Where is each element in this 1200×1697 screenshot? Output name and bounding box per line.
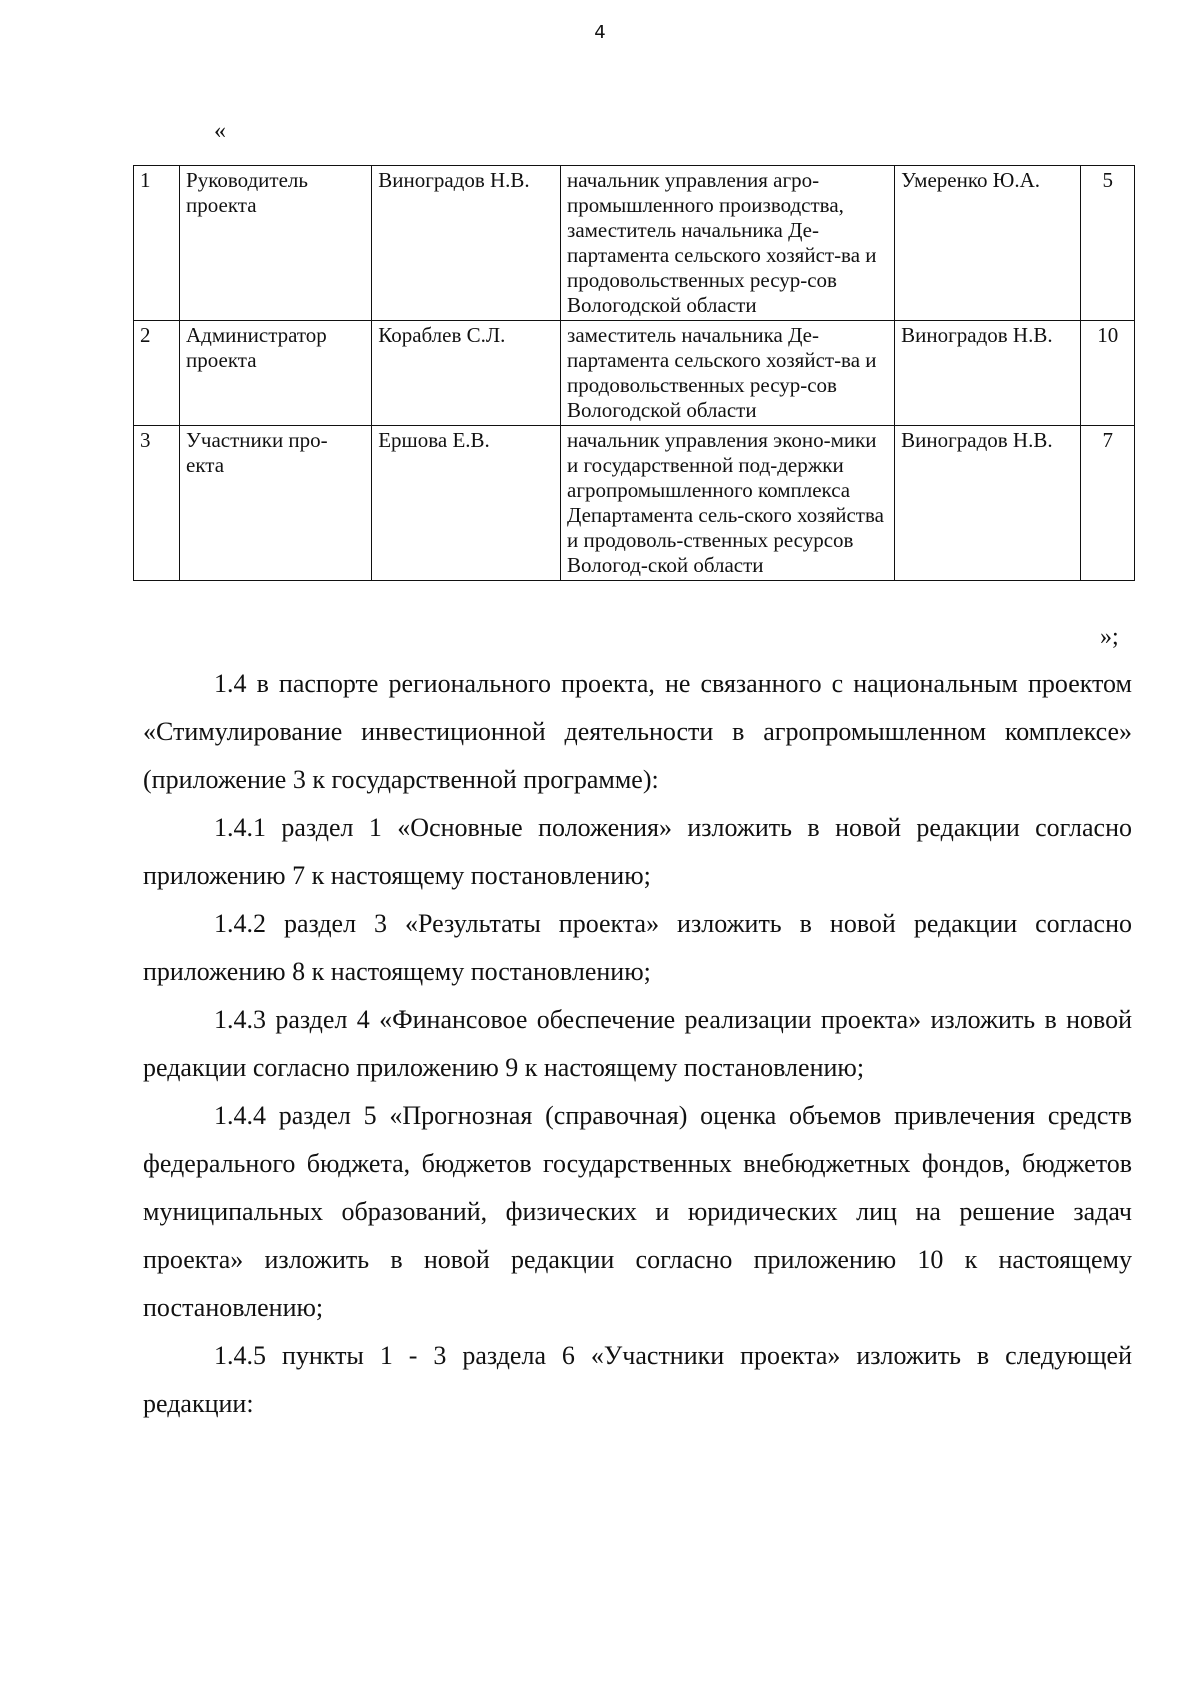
row-percent: 5 [1081,166,1135,321]
paragraph-1-4: 1.4 в паспорте регионального проекта, не связанного с национальным проектом «Стимулирование инвестиционной деятельности в агропромышленном комплексе» (приложение 3 к государственной программе): [143,669,1132,794]
row-percent: 10 [1081,321,1135,426]
row-name: Кораблев С.Л. [372,321,561,426]
participants-table [133,165,1135,581]
row-role: Администратор проекта [180,321,372,426]
paragraph-1-4-1: 1.4.1 раздел 1 «Основные положения» изложить в новой редакции согласно приложению 7 к настоящему постановлению; [143,813,1132,890]
row-name: Ершова Е.В. [372,426,561,581]
row-number: 2 [134,321,180,426]
row-supervisor: Виноградов Н.В. [895,321,1081,426]
body-text [143,660,1132,1428]
paragraph-1-4-4: 1.4.4 раздел 5 «Прогнозная (справочная) оценка объемов привлечения средств федерального бюджета, бюджетов государственных внебюджетных фондов, бюджетов муниципальных образований, физических и юридических лиц на решение задач проекта» изложить в новой редакции согласно приложению 10 к настоящему постановлению; [143,1101,1132,1322]
row-name: Виноградов Н.В. [372,166,561,321]
opening-quote-mark: « [214,118,226,144]
paragraph-1-4-5: 1.4.5 пункты 1 - 3 раздела 6 «Участники проекта» изложить в следующей редакции: [143,1341,1132,1418]
table-row [134,166,1135,321]
page-number: 4 [594,22,606,43]
row-role: Руководитель проекта [180,166,372,321]
row-percent: 7 [1081,426,1135,581]
row-position: начальник управления эконо-мики и государственной под-держки агропромышленного комплекса Департамента сель-ского хозяйства и продоволь-ственных ресурсов Вологод-ской области [561,426,895,581]
row-number: 1 [134,166,180,321]
row-position: начальник управления агро-промышленного производства, заместитель начальника Де-партамента сельского хозяйст-ва и продовольственных ресур-сов Вологодской области [561,166,895,321]
row-role: Участники про-екта [180,426,372,581]
paragraph-1-4-3: 1.4.3 раздел 4 «Финансовое обеспечение реализации проекта» изложить в новой редакции согласно приложению 9 к настоящему постановлению; [143,1005,1132,1082]
paragraph-1-4-2: 1.4.2 раздел 3 «Результаты проекта» изложить в новой редакции согласно приложению 8 к настоящему постановлению; [143,909,1132,986]
table-row [134,426,1135,581]
row-supervisor: Виноградов Н.В. [895,426,1081,581]
table-row [134,321,1135,426]
row-position: заместитель начальника Де-партамента сельского хозяйст-ва и продовольственных ресур-сов Вологодской области [561,321,895,426]
row-number: 3 [134,426,180,581]
closing-quote-mark: »; [1100,624,1119,650]
row-supervisor: Умеренко Ю.А. [895,166,1081,321]
